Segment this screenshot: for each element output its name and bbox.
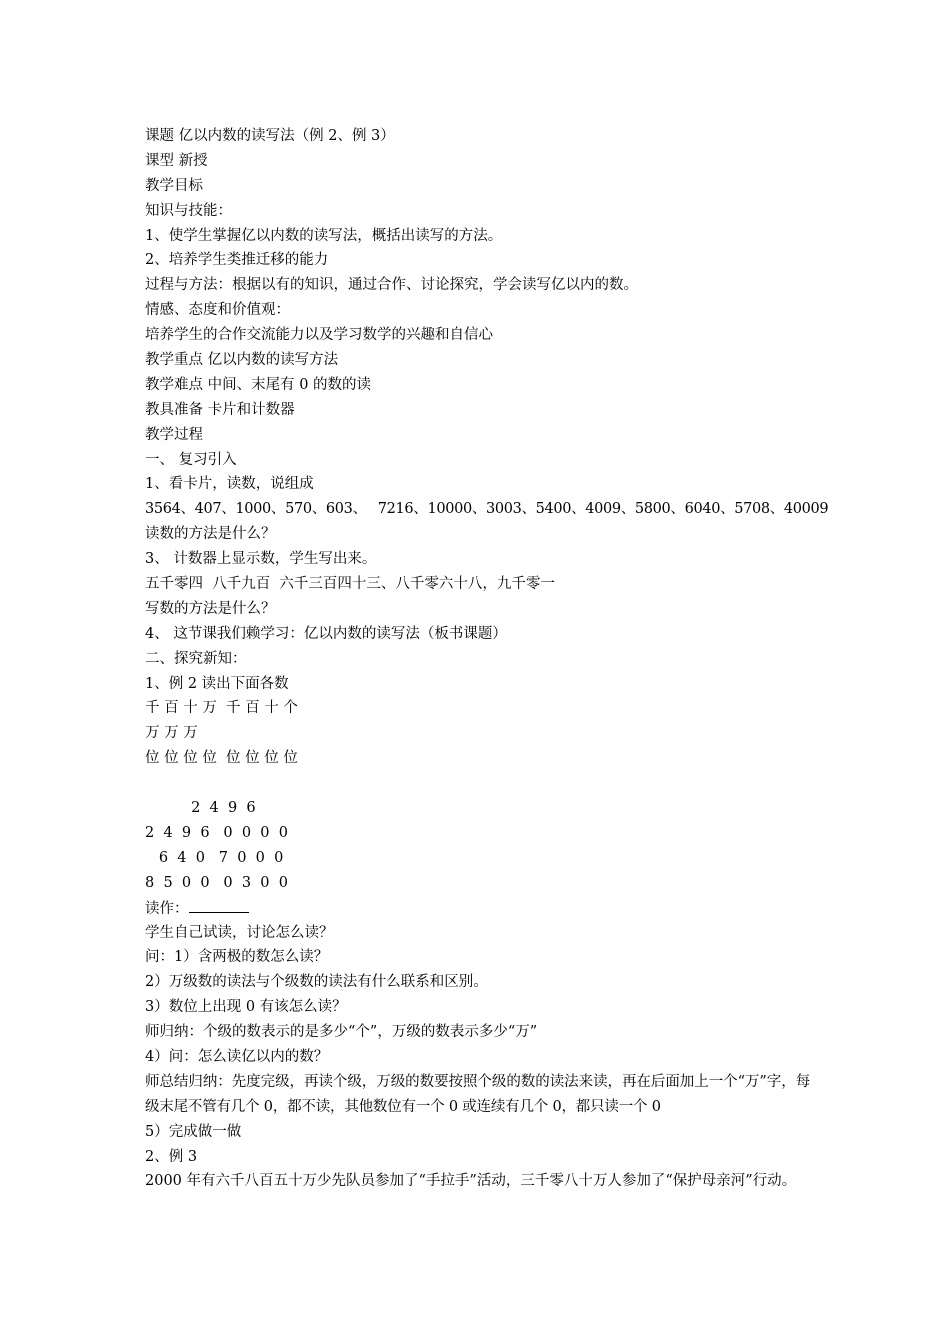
text-line: 五千零四 八千九百 六千三百四十三、八千零六十八，九千零一 — [145, 576, 555, 593]
text-line: 2、例 3 — [145, 1148, 198, 1165]
text-line: 2、培养学生类推迁移的能力 — [145, 252, 329, 269]
text-line: 1、使学生掌握亿以内数的读写法，概括出读写的方法。 — [145, 227, 503, 244]
text-line: 学生自己试读，讨论怎么读？ — [145, 924, 334, 941]
lesson-title: 课题 亿以内数的读写法（例 2、例 3） — [145, 128, 395, 144]
text-line: 2）万级数的读法与个级数的读法有什么联系和区别。 — [145, 974, 488, 991]
number-row: 6 4 0 7 0 0 0 — [145, 849, 284, 866]
summary-paragraph: 师总结归纳：先度完级，再读个级，万级的数要按照个级的数的读法来读，再在后面加上一个“万”字，每级末尾不管有几个 0，都不读，其他数位有一个 0 或连续有几个 0，都只读一个 0 — [145, 1073, 810, 1115]
number-row: 8 5 0 0 0 3 0 0 — [145, 874, 288, 891]
place-value-row: 千 百 十 万 千 百 十 个 — [145, 700, 298, 717]
text-line: 二、探究新知： — [145, 650, 247, 667]
read-as-label: 读作： — [145, 900, 189, 917]
text-line: 4）问：怎么读亿以内的数？ — [145, 1048, 329, 1065]
text-line: 3、 计数器上显示数，学生写出来。 — [145, 551, 377, 568]
lesson-type: 课型 新授 — [145, 152, 208, 169]
text-line: 知识与技能： — [145, 202, 232, 219]
text-line: 教具准备 卡片和计数器 — [145, 401, 295, 418]
text-line: 情感、态度和价值观： — [145, 302, 290, 319]
place-value-row: 万 万 万 — [145, 725, 198, 742]
text-line: 一、 复习引入 — [145, 451, 237, 468]
text-line: 5）完成做一做 — [145, 1123, 242, 1140]
text-line: 问：1）含两极的数怎么读？ — [145, 949, 329, 966]
text-line: 1、例 2 读出下面各数 — [145, 675, 289, 692]
number-row: 2 4 9 6 — [145, 800, 256, 817]
text-line: 4、 这节课我们赖学习：亿以内数的读写法（板书课题） — [145, 625, 507, 642]
text-line: 师归纳：个级的数表示的是多少“个”，万级的数表示多少“万” — [145, 1024, 538, 1041]
text-line: 过程与方法：根据以有的知识，通过合作、讨论探究，学会读写亿以内的数。 — [145, 277, 638, 294]
place-value-row: 位 位 位 位 位 位 位 位 — [145, 750, 298, 767]
text-line: 培养学生的合作交流能力以及学习数学的兴趣和自信心 — [145, 327, 493, 344]
number-list: 3564、407、1000、570、603、 7216、10000、3003、5400、4009、5800、6040、5708、40009 — [145, 501, 829, 518]
section-heading: 教学目标 — [145, 177, 203, 194]
example-paragraph: 2000 年有六千八百五十万少先队员参加了“手拉手”活动，三千零八十万人参加了“保护母亲河”行动。 — [145, 1173, 797, 1190]
text-line: 1、看卡片，读数，说组成 — [145, 476, 314, 493]
text-line: 读数的方法是什么？ — [145, 526, 276, 543]
text-line: 教学重点 亿以内数的读写方法 — [145, 352, 339, 369]
blank-line — [145, 771, 810, 796]
section-heading: 教学过程 — [145, 426, 203, 443]
text-line: 教学难点 中间、末尾有 0 的数的读 — [145, 376, 372, 393]
read-as-line — [145, 896, 810, 921]
number-row: 2 4 9 6 0 0 0 0 — [145, 824, 288, 841]
document-page — [145, 124, 829, 1194]
text-line: 3）数位上出现 0 有该怎么读？ — [145, 999, 347, 1016]
answer-blank — [189, 896, 249, 913]
text-line: 写数的方法是什么？ — [145, 600, 276, 617]
